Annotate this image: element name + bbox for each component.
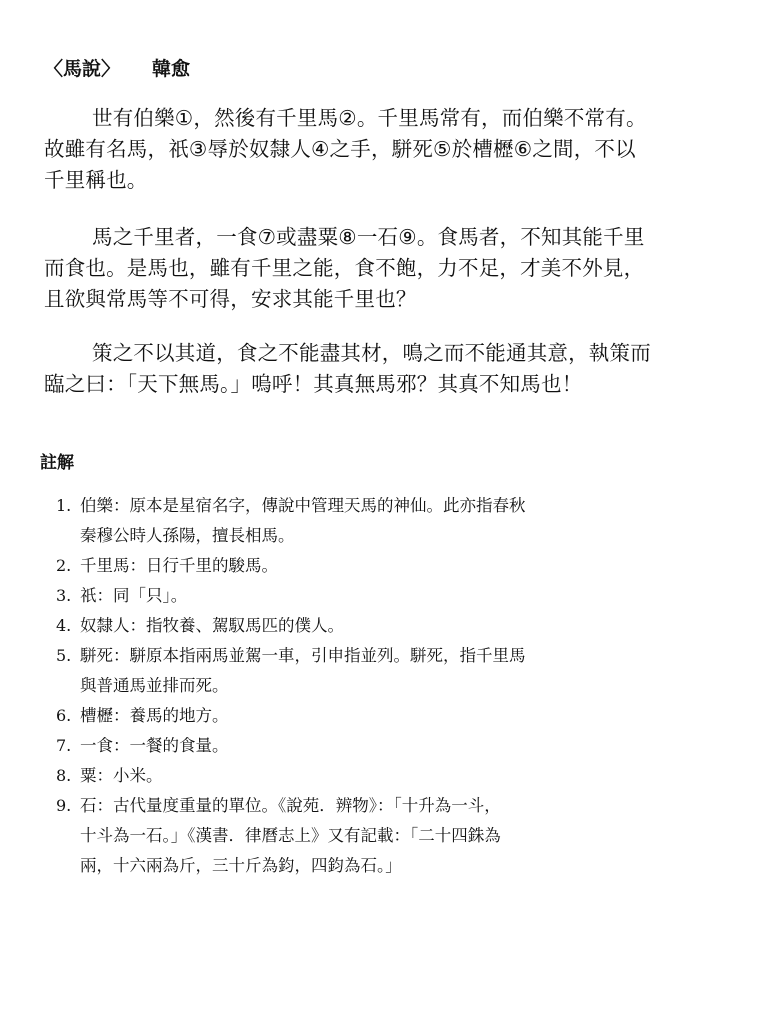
note-item [56, 551, 736, 581]
note-item [56, 491, 736, 551]
paragraph-line: 策之不以其道，食之不能盡其材，鳴之而不能通其意，執策而 [92, 341, 651, 365]
paragraph-line: 臨之曰：「天下無馬。」嗚呼！其真無馬邪？其真不知馬也！ [44, 372, 583, 396]
note-item [56, 791, 736, 881]
author-name: 韓愈 [152, 58, 191, 80]
note-text: 一食：一餐的食量。 [80, 736, 229, 755]
note-number: 7. [56, 736, 72, 755]
paragraph-3 [44, 338, 744, 400]
note-text: 秦穆公時人孫陽，擅長相馬。 [80, 526, 295, 545]
paragraph-line: 而食也。是馬也，雖有千里之能，食不飽，力不足，才美不外見， [44, 256, 645, 280]
note-text: 奴隸人：指牧養、駕馭馬匹的僕人。 [80, 616, 344, 635]
note-number: 3. [56, 586, 72, 605]
note-number: 9. [56, 796, 72, 815]
note-item [56, 761, 736, 791]
note-text: 伯樂：原本是星宿名字，傳說中管理天馬的神仙。此亦指春秋 [80, 496, 526, 515]
paragraph-1 [44, 103, 744, 196]
note-number: 6. [56, 706, 72, 725]
note-text: 十斗為一石。」《漢書．律曆志上》又有記載：「二十四銖為 [80, 826, 501, 845]
document-title [44, 54, 190, 81]
note-text: 祇：同「只」。 [80, 586, 188, 605]
note-number: 8. [56, 766, 72, 785]
note-number: 1. [56, 496, 72, 515]
paragraph-line: 且欲與常馬等不可得，安求其能千里也？ [44, 287, 417, 311]
note-text: 槽櫪：養馬的地方。 [80, 706, 229, 725]
paragraph-line: 世有伯樂①，然後有千里馬②。千里馬常有，而伯樂不常有。 [92, 106, 647, 130]
note-item [56, 701, 736, 731]
note-item [56, 641, 736, 701]
note-item [56, 731, 736, 761]
note-number: 4. [56, 616, 72, 635]
note-number: 2. [56, 556, 72, 575]
paragraph-line: 千里稱也。 [44, 168, 148, 192]
note-item [56, 581, 736, 611]
note-number: 5. [56, 646, 72, 665]
notes-heading: 註解 [40, 453, 74, 473]
note-text: 石：古代量度重量的單位。《說苑．辨物》：「十升為一斗， [80, 796, 501, 815]
note-text: 兩，十六兩為斤，三十斤為鈞，四鈞為石。」 [80, 856, 402, 875]
note-text: 千里馬：日行千里的駿馬。 [80, 556, 278, 575]
note-text: 粟：小米。 [80, 766, 163, 785]
note-text: 與普通馬並排而死。 [80, 676, 229, 695]
essay-title: 〈馬說〉 [44, 58, 121, 80]
note-text: 駢死：駢原本指兩馬並駕一車，引申指並列。駢死，指千里馬 [80, 646, 526, 665]
paragraph-2 [44, 222, 744, 315]
notes-list [56, 491, 736, 881]
paragraph-line: 馬之千里者，一食⑦或盡粟⑧一石⑨。食馬者，不知其能千里 [92, 225, 645, 249]
paragraph-line: 故雖有名馬，祇③辱於奴隸人④之手，駢死⑤於槽櫪⑥之間，不以 [44, 137, 636, 161]
note-item [56, 611, 736, 641]
